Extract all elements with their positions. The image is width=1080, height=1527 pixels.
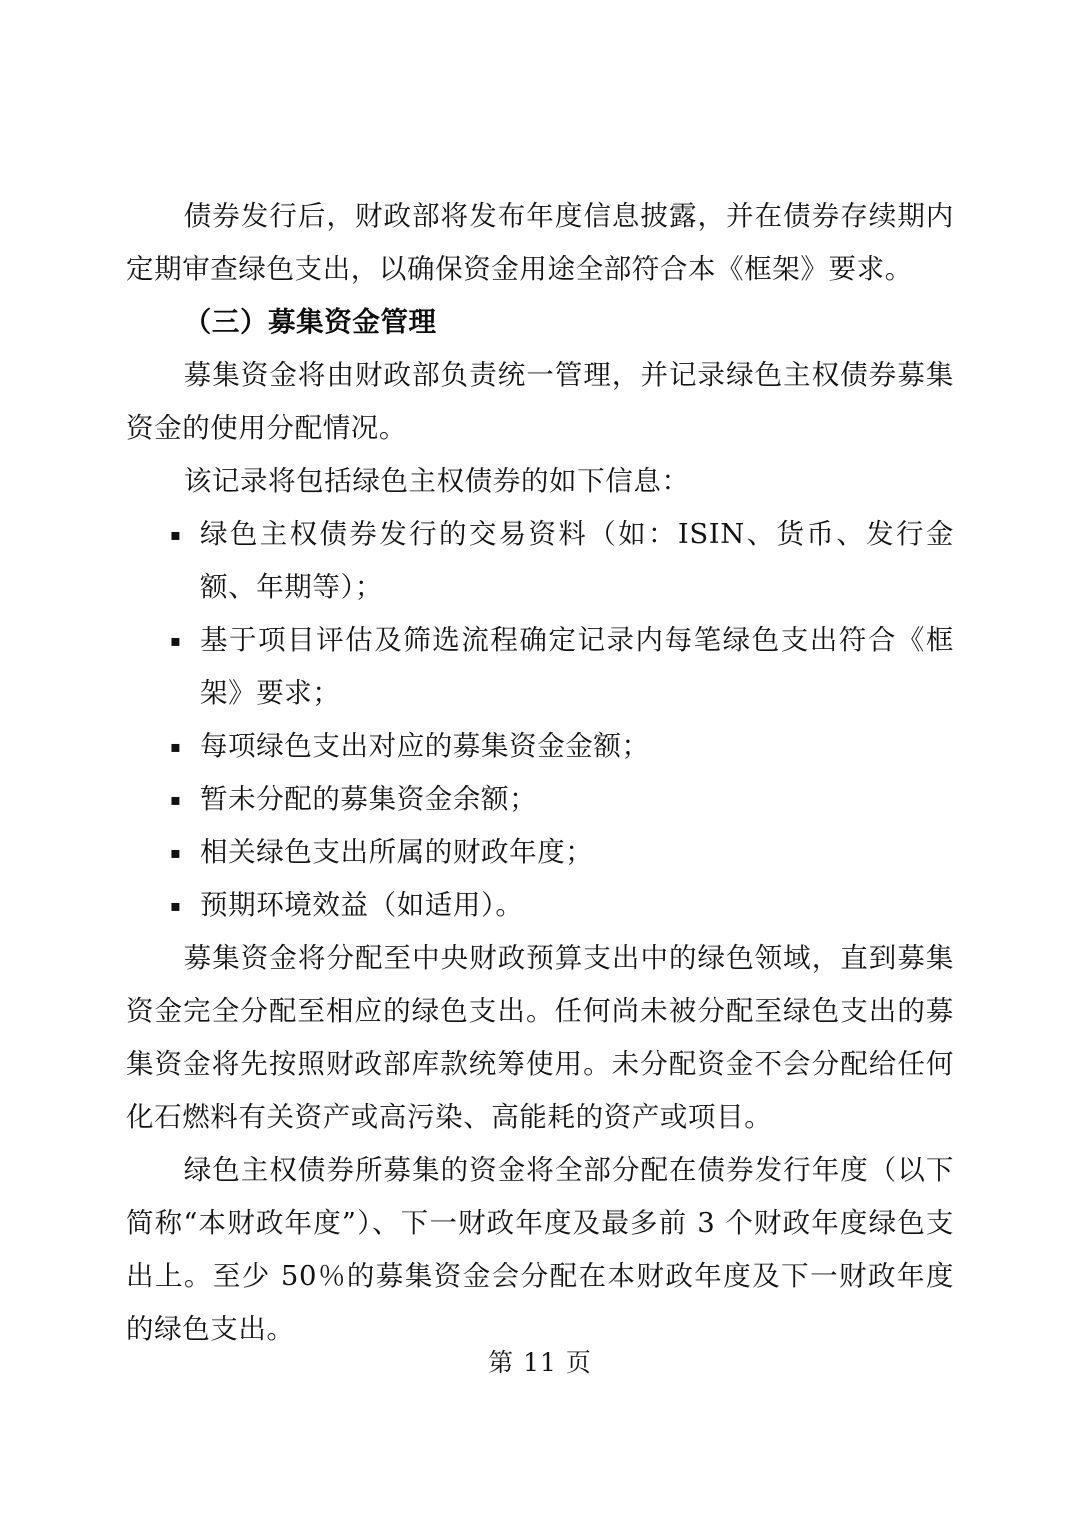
paragraph-allocation-2: 绿色主权债券所募集的资金将全部分配在债券发行年度（以下简称“本财政年度”）、下一财政年度及最多前 3 个财政年度绿色支出上。至少 50％的募集资金会分配在本财政年度及下一财政年度的绿色支出。 xyxy=(126,1154,954,1345)
list-item xyxy=(126,879,954,932)
paragraph-management-1: 募集资金将由财政部负责统一管理，并记录绿色主权债券募集资金的使用分配情况。 xyxy=(126,359,954,444)
record-contents-list xyxy=(126,508,954,932)
list-item xyxy=(126,773,954,826)
bullet-square-icon: ▪ xyxy=(170,843,182,862)
bullet-square-icon: ▪ xyxy=(170,790,182,809)
page-number: 第 11 页 xyxy=(488,1348,592,1377)
paragraph-management-2: 该记录将包括绿色主权债券的如下信息： xyxy=(183,465,690,497)
list-item xyxy=(126,508,954,614)
list-item xyxy=(126,826,954,879)
list-item-label: 相关绿色支出所属的财政年度； xyxy=(200,836,594,868)
paragraph-allocation-1: 募集资金将分配至中央财政预算支出中的绿色领域，直到募集资金完全分配至相应的绿色支出。任何尚未被分配至绿色支出的募集资金将先按照财政部库款统筹使用。未分配资金不会分配给任何化石燃料有关资产或高污染、高能耗的资产或项目。 xyxy=(126,942,954,1133)
list-item-label: 基于项目评估及筛选流程确定记录内每笔绿色支出符合《框架》要求； xyxy=(200,624,954,709)
section-heading: （三）募集资金管理 xyxy=(183,306,437,338)
bullet-square-icon: ▪ xyxy=(170,896,182,915)
list-item xyxy=(126,720,954,773)
bullet-square-icon: ▪ xyxy=(170,525,182,544)
list-item-label: 预期环境效益（如适用）。 xyxy=(200,889,524,921)
bullet-square-icon: ▪ xyxy=(170,737,182,756)
list-item xyxy=(126,614,954,720)
list-item-label: 绿色主权债券发行的交易资料（如：ISIN、货币、发行金额、年期等）； xyxy=(200,518,954,603)
paragraph-intro: 债券发行后，财政部将发布年度信息披露，并在债券存续期内定期审查绿色支出，以确保资金用途全部符合本《框架》要求。 xyxy=(126,200,954,285)
page-body xyxy=(126,190,954,1356)
list-item-label: 每项绿色支出对应的募集资金金额； xyxy=(200,730,650,762)
list-item-label: 暂未分配的募集资金余额； xyxy=(200,783,538,815)
bullet-square-icon: ▪ xyxy=(170,631,182,650)
